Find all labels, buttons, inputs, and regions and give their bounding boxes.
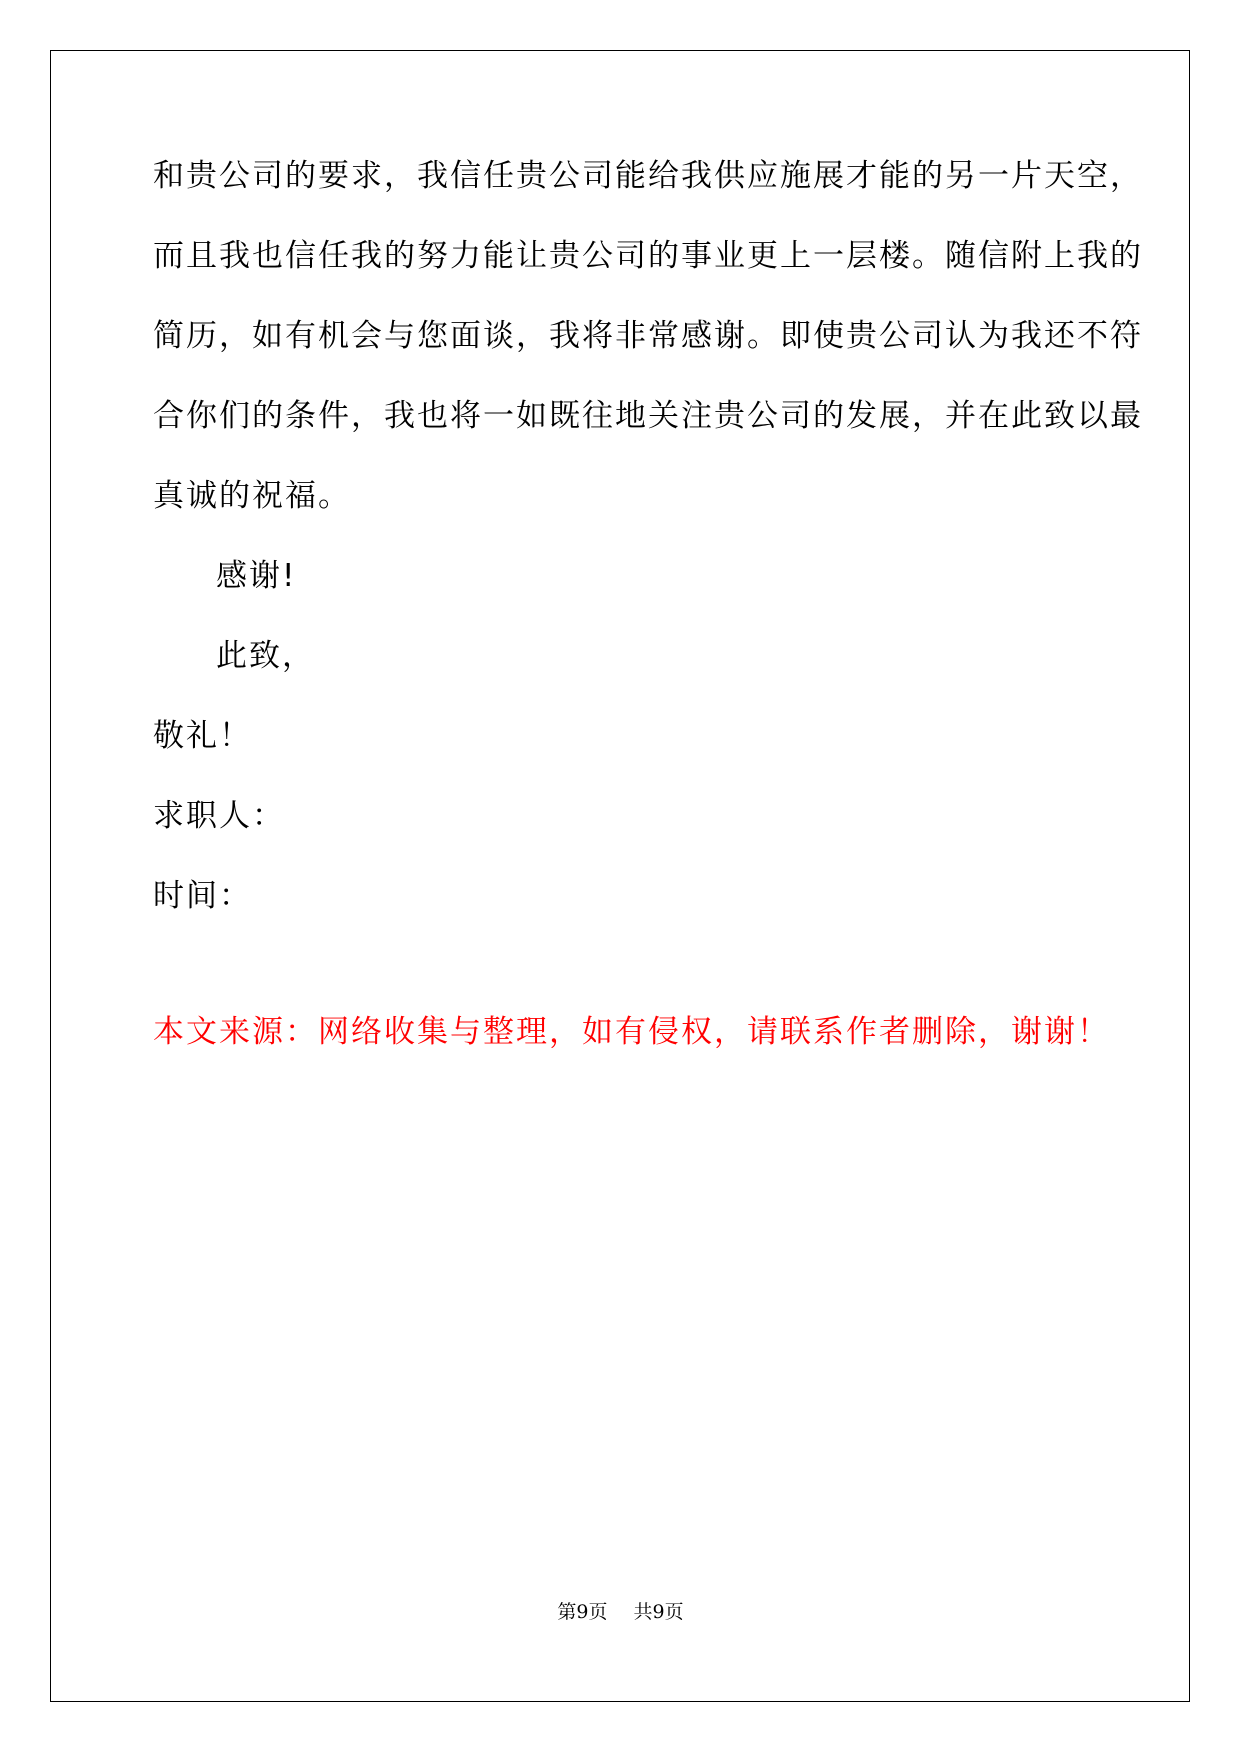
body-line-4: 合你们的条件，我也将一如既往地关注贵公司的发展，并在此致以最 [153, 398, 1143, 434]
date-label: 时间： [153, 878, 252, 914]
body-line-2: 而且我也信任我的努力能让贵公司的事业更上一层楼。随信附上我的 [153, 238, 1143, 274]
page-border [50, 50, 1190, 1702]
applicant-label: 求职人： [153, 798, 285, 834]
page-number-total: 共9页 [633, 1601, 684, 1623]
source-note: 本文来源：网络收集与整理，如有侵权，请联系作者删除，谢谢！ [153, 1014, 1110, 1050]
body-line-5: 真诚的祝福。 [153, 478, 351, 514]
page-number-current: 第9页 [557, 1601, 608, 1623]
body-line-3: 简历，如有机会与您面谈，我将非常感谢。即使贵公司认为我还不符 [153, 318, 1143, 354]
thanks-line: 感谢! [216, 558, 297, 594]
salute-line: 敬礼！ [153, 718, 252, 754]
body-line-1: 和贵公司的要求，我信任贵公司能给我供应施展才能的另一片天空， [153, 158, 1143, 194]
page-footer [0, 1597, 1241, 1624]
regards-prefix: 此致， [216, 638, 315, 674]
